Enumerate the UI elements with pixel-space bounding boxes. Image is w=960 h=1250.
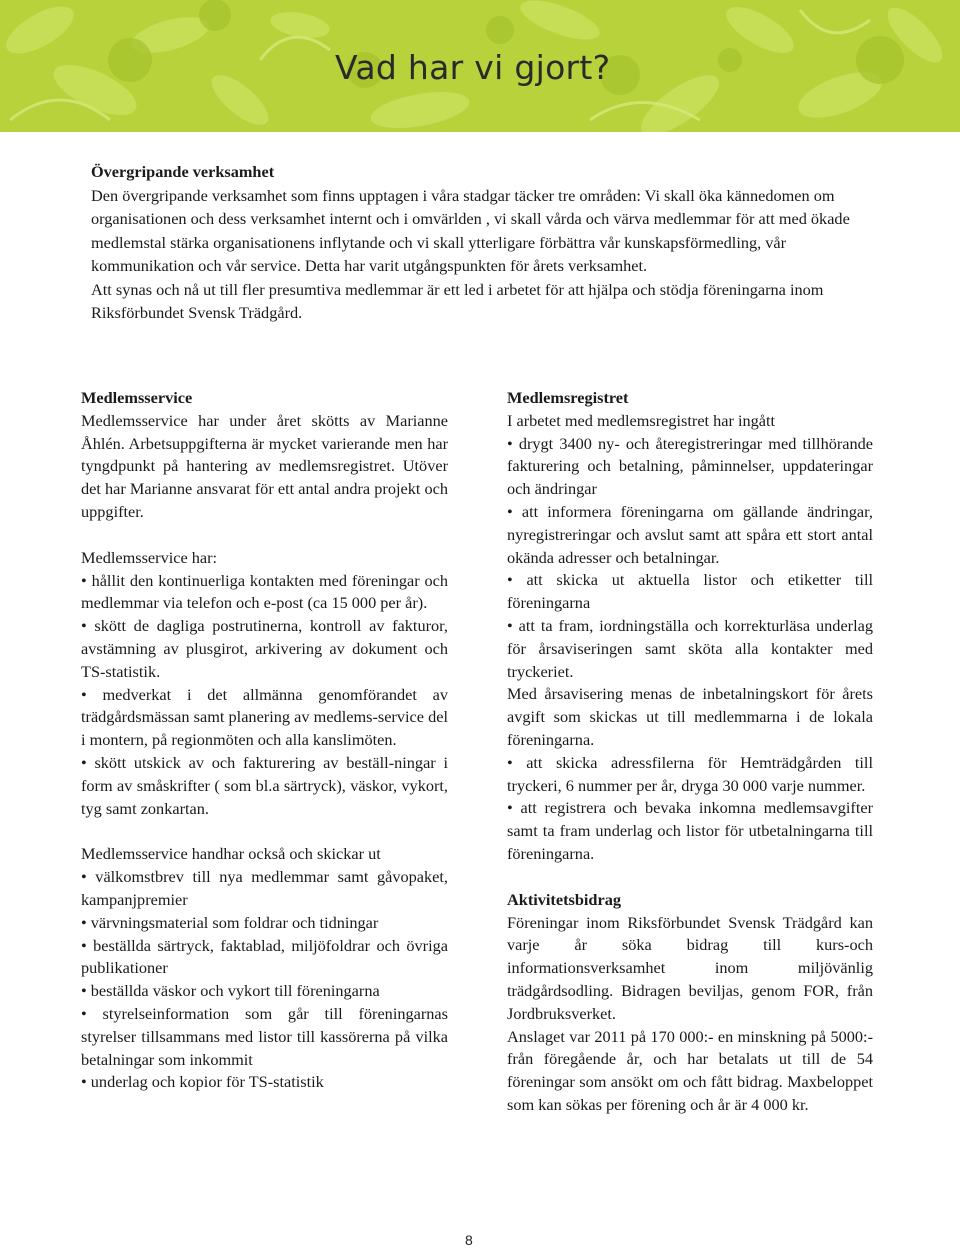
aktivitetsbidrag-paragraph-1: Föreningar inom Riksförbundet Svensk Trädgård kan varje år söka bidrag till kurs-och informationsverksamhet inom miljövänlig trädgårdsodling. Bidragen beviljas, genom FOR, från Jordbruksverket. (507, 912, 873, 1023)
list-item: • värvningsmaterial som foldrar och tidningar (81, 912, 448, 935)
list-item: • skött de dagliga postrutinerna, kontroll av fakturor, avstämning av plusgirot, arkivering av dokument och TS-statistik. (81, 615, 448, 683)
page-title: Vad har vi gjort? (335, 48, 611, 87)
medlemsservice-heading: Medlemsservice (81, 388, 193, 407)
list-item: • att registrera och bevaka inkomna medlemsavgifter samt ta fram underlag och listor för utbetalningarna till föreningarna. (507, 797, 873, 865)
medlemsservice-list (81, 570, 448, 821)
right-column (507, 387, 873, 1117)
arsavisering-paragraph: Med årsavisering menas de inbetalningskort för årets avgift som skickas ut till medlemmarna i de lokala föreningarna. (507, 684, 873, 749)
list-item: • att ta fram, iordningställa och korrekturläsa underlag för årsaviseringen samt sköta alla kontakter med tryckeriet. (507, 615, 873, 683)
medlemsregistret-intro: I arbetet med medlemsregistret har ingått (507, 410, 776, 430)
header-banner (0, 0, 960, 132)
intro-section (91, 160, 871, 325)
list-item: • hållit den kontinuerliga kontakten med föreningar och medlemmar via telefon och e-post (ca 15 000 per år). (81, 570, 448, 616)
list-item: • skött utskick av och fakturering av beställ-ningar i form av småskrifter ( som bl.a särtryck), väskor, vykort, tyg samt zonkartan. (81, 752, 448, 820)
intro-paragraph-1: Den övergripande verksamhet som finns upptagen i våra stadgar täcker tre områden: Vi skall öka kännedomen om organisationen och dess verksamhet internt och i omvärlden , vi skall vårda och värva medlemmar för att med ökade medlemstal stärka organisationens inflytande och vi skall ytterligare förbättra vår kunskapsförmedling, vår kommunikation och vår service. Detta har varit utgångspunkten för årets verksamhet. (91, 185, 850, 275)
aktivitetsbidrag-heading: Aktivitetsbidrag (507, 889, 621, 909)
medlemsregistret-heading: Medlemsregistret (507, 388, 629, 407)
list-item: • att skicka adressfilerna för Hemträdgården till tryckeri, 6 nummer per år, dryga 30 000 varje nummer. (507, 752, 873, 798)
list-item: • underlag och kopior för TS-statistik (81, 1071, 448, 1094)
list-item: • att informera föreningarna om gällande ändringar, nyregistreringar och avslut samt att spåra ett stort antal okända adresser och betalningar. (507, 501, 873, 569)
list-item: • välkomstbrev till nya medlemmar samt gåvopaket, kampanjpremier (81, 866, 448, 912)
intro-heading: Övergripande verksamhet (91, 162, 275, 181)
list1-intro: Medlemsservice har: (81, 547, 218, 567)
left-column (81, 387, 448, 1094)
utskick-list (81, 866, 448, 1094)
intro-paragraph-2: Att synas och nå ut till fler presumtiva medlemmar är ett led i arbetet för att hjälpa och stödja föreningarna inom Riksförbundet Svensk Trädgård. (91, 279, 824, 322)
medlemsregistret-list-2 (507, 752, 873, 866)
list-item: • medverkat i det allmänna genomförandet av trädgårdsmässan samt planering av medlems-service del i montern, på regionmöten och alla kanslimöten. (81, 684, 448, 752)
medlemsservice-paragraph: Medlemsservice har under året skötts av Marianne Åhlén. Arbetsuppgifterna är mycket varierande men har tyngdpunkt på hantering av medlemsregistret. Utöver det har Marianne ansvarat för ett antal andra projekt och uppgifter. (81, 410, 448, 521)
page-number: 8 (465, 1232, 473, 1248)
list-item: • styrelseinformation som går till föreningarnas styrelser tillsammans med listor till kassörerna på vilka betalningar som inkommit (81, 1003, 448, 1071)
list2-intro: Medlemsservice handhar också och skickar ut (81, 844, 381, 864)
medlemsregistret-list (507, 433, 873, 684)
aktivitetsbidrag-paragraph-2: Anslaget var 2011 på 170 000:- en minskning på 5000:- från föregående år, och har betalats ut till de 54 föreningar som ansökt om och fått bidrag. Maxbeloppet som kan sökas per förening och år är 4 000 kr. (507, 1026, 873, 1114)
list-item: • att skicka ut aktuella listor och etiketter till föreningarna (507, 569, 873, 615)
list-item: • drygt 3400 ny- och återegistreringar med tillhörande fakturering och betalning, påminnelser, uppdateringar och ändringar (507, 433, 873, 501)
list-item: • beställda särtryck, faktablad, miljöfoldrar och övriga publikationer (81, 935, 448, 981)
list-item: • beställda väskor och vykort till föreningarna (81, 980, 448, 1003)
